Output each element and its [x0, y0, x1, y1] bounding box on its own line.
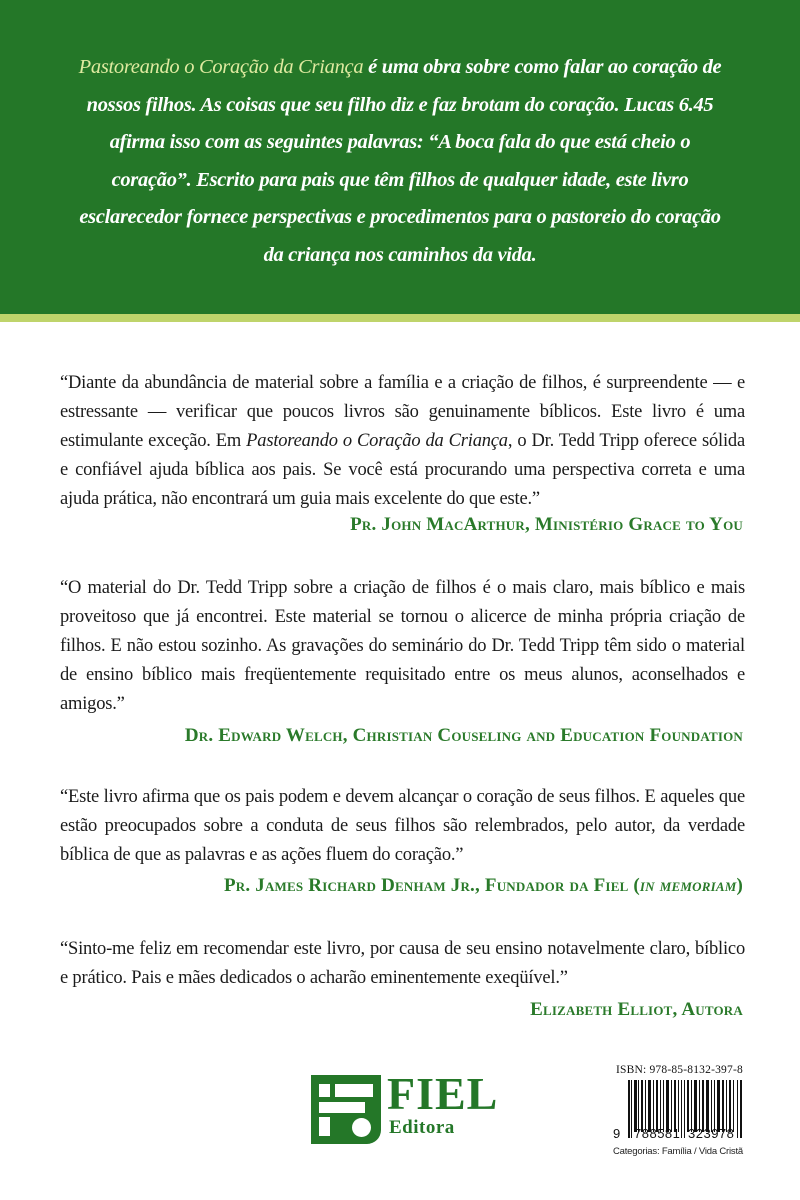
- endorsement-attribution-1: Pr. John MacArthur, Ministério Grace to You: [350, 514, 743, 535]
- book-title: Pastoreando o Coração da Criança: [78, 56, 364, 78]
- barcode-digit-first: 9: [613, 1126, 621, 1141]
- attribution-text: Pr. James Richard Denham Jr., Fundador da Fiel (: [223, 875, 640, 896]
- endorsement-quote-4: “Sinto-me feliz em recomendar este livro, por causa de seu ensino notavelmente claro, bíblico e prático. Pais e mães dedicados o acharão eminentemente exeqüível.”: [60, 939, 745, 988]
- endorsement-attribution-2: Dr. Edward Welch, Christian Couseling and Education Foundation: [184, 725, 743, 746]
- isbn-label: ISBN: 978-85-8132-397-8: [616, 1064, 743, 1076]
- publisher-subtitle: Editora: [389, 1117, 455, 1138]
- endorsement-attribution-3: [224, 875, 743, 897]
- publisher-logo: [311, 1068, 501, 1145]
- fiel-logo-icon: [311, 1075, 381, 1144]
- back-cover-blurb: [70, 49, 730, 274]
- header-stripe: [0, 314, 800, 322]
- endorsement-quote-3: “Este livro afirma que os pais podem e devem alcançar o coração de seus filhos. E aqueles que estão preocupados sobre a conduta de seus filhos são relembrados, pelo autor, da verdade bíblica de que as palavras e as ações fluem do coração.”: [60, 787, 745, 865]
- isbn-barcode: [610, 1064, 750, 1164]
- quote-book-title: Pastoreando o Coração da Criança: [246, 431, 508, 451]
- endorsement-attribution-4: Elizabeth Elliot, Autora: [530, 999, 743, 1020]
- attribution-italic: in memoriam: [639, 875, 737, 896]
- barcode-digits-right: 323978: [688, 1126, 735, 1141]
- book-categories: Categorias: Família / Vida Cristã: [613, 1146, 743, 1157]
- quote-text: , o Dr. Tedd Tripp oferece sólida e confiável ajuda bíblica aos pais. Se você está procurando uma perspectiva correta e uma ajuda prática, não encontrará um guia mais excelente do que este.”: [60, 431, 745, 509]
- attribution-text: ): [736, 875, 743, 896]
- endorsement-quote-2: “O material do Dr. Tedd Tripp sobre a criação de filhos é o mais claro, mais bíblico e mais proveitoso que já encontrei. Este material se tornou o alicerce de minha própria criação de filhos. E não estou sozinho. As gravações do seminário do Dr. Tedd Tripp têm sido o material de ensino bíblico mais freqüentemente requisitado entre os meus alunos, aconselhados e amigos.”: [60, 578, 745, 714]
- publisher-name: FIEL: [387, 1068, 499, 1119]
- blurb-text: é uma obra sobre como falar ao coração de nossos filhos. As coisas que seu filho diz e faz brotam do coração. Lucas 6.45 afirma isso com as seguintes palavras: “A boca fala do que está cheio o coração”. Escrito para pais que têm filhos de qualquer idade, este livro esclarecedor fornece perspectivas e procedimentos para o pastoreio do coração da criança nos caminhos da vida.: [79, 56, 722, 266]
- endorsement-quote-1: [60, 369, 745, 514]
- barcode-digits-left: 788581: [634, 1126, 681, 1141]
- quote-text: “Diante da abundância de material sobre a família e a criação de filhos, é surpreendente — e estressante — verificar que poucos livros são genuinamente bíblicos. Este livro é uma estimulante exceção. Em: [60, 373, 745, 451]
